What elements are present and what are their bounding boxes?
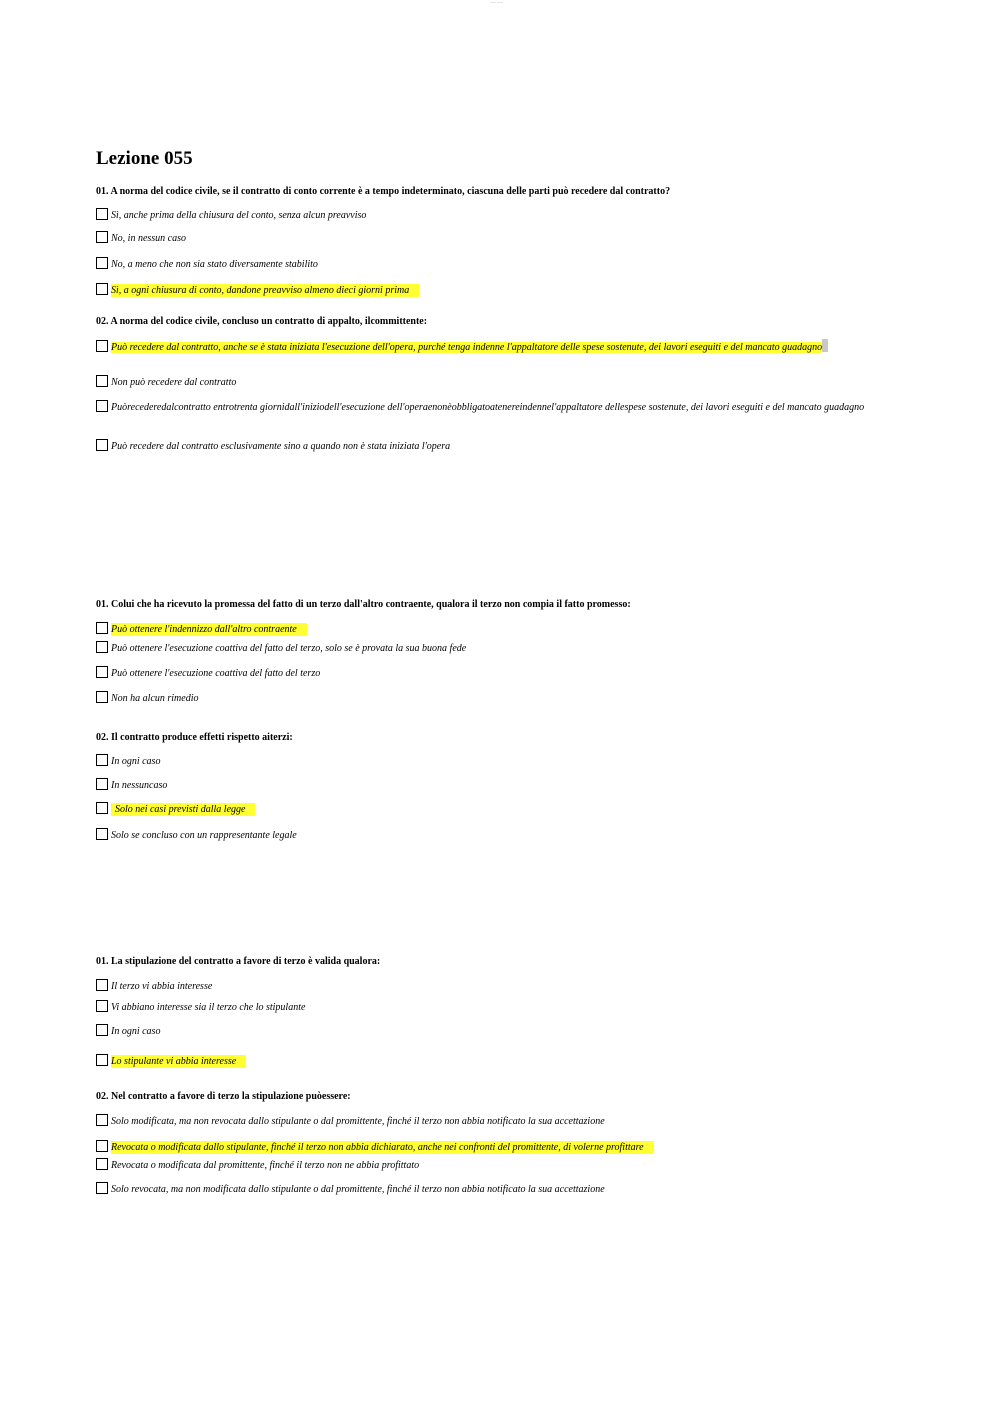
checkbox[interactable] [96,754,108,766]
option-text: In ogni caso [111,756,161,767]
option-1a [96,208,886,223]
option-text: No, a meno che non sia stato diversamente stabilito [111,259,318,270]
checkbox[interactable] [96,1158,108,1170]
checkbox[interactable] [96,622,108,634]
option-3d [96,691,886,706]
option-1c [96,257,886,272]
option-5a [96,979,886,994]
checkbox[interactable] [96,979,108,991]
page-header-mark: —— —— [490,0,503,4]
option-text-highlighted: Revocata o modificata dallo stipulante, finché il terzo non abbia dichiarato, anche nei confronti del promittente, di volerne profittare [111,1141,654,1154]
question-1: 01. A norma del codice civile, se il contratto di conto corrente è a tempo indeterminato, ciascuna delle parti può recedere dal contratto? [96,186,671,197]
question-3: 01. Colui che ha ricevuto la promessa del fatto di un terzo dall'altro contraente, qualora il terzo non compia il fatto promesso: [96,599,631,610]
checkbox[interactable] [96,1182,108,1194]
option-4b [96,778,886,793]
checkbox[interactable] [96,1114,108,1126]
option-5c [96,1024,886,1039]
option-1b [96,231,886,246]
option-5d [96,1054,886,1069]
grey-mark [822,339,828,352]
checkbox[interactable] [96,340,108,352]
option-3b [96,641,886,656]
option-text: Puòrecederedalcontratto entrotrenta giornidall'iniziodell'esecuzione dell'operaenonèobbligatoatenereindennel'appaltatore dellespese sostenute, dei lavori eseguiti e del mancato guadagno [111,402,865,413]
checkbox[interactable] [96,666,108,678]
checkbox[interactable] [96,439,108,451]
checkbox[interactable] [96,691,108,703]
option-text: Può recedere dal contratto esclusivamente sino a quando non è stata iniziata l'opera [111,441,451,452]
checkbox[interactable] [96,828,108,840]
option-6a [96,1114,886,1129]
option-4c [96,802,886,817]
question-6: 02. Nel contratto a favore di terzo la stipulazione puòessere: [96,1091,351,1102]
checkbox[interactable] [96,375,108,387]
option-text-highlighted: Può ottenere l'indennizzo dall'altro contraente [111,623,307,636]
option-2a [96,339,886,355]
option-text: No, in nessun caso [111,233,186,244]
checkbox[interactable] [96,231,108,243]
checkbox[interactable] [96,778,108,790]
option-text-highlighted: Sì, a ogni chiusura di conto, dandone preavviso almeno dieci giorni prima [111,284,419,297]
question-2: 02. A norma del codice civile, concluso un contratto di appalto, ilcommittente: [96,316,428,327]
checkbox[interactable] [96,400,108,412]
option-text: Vi abbiano interesse sia il terzo che lo stipulante [111,1002,306,1013]
option-5b [96,1000,886,1015]
checkbox[interactable] [96,1054,108,1066]
option-text: Solo modificata, ma non revocata dallo stipulante o dal promittente, finché il terzo non abbia notificato la sua accettazione [111,1116,605,1127]
option-1d [96,283,886,298]
option-6d [96,1182,886,1197]
checkbox[interactable] [96,802,108,814]
option-text: In nessuncaso [111,780,168,791]
option-text: In ogni caso [111,1026,161,1037]
checkbox[interactable] [96,1000,108,1012]
option-text: Solo se concluso con un rappresentante legale [111,830,297,841]
option-text: Non ha alcun rimedio [111,693,199,704]
option-text-highlighted: Solo nei casi previsti dalla legge [111,803,255,816]
option-text-highlighted: Lo stipulante vi abbia interesse [111,1055,246,1068]
lesson-title: Lezione 055 [96,148,193,169]
option-3a [96,622,886,637]
option-6b [96,1140,886,1155]
checkbox[interactable] [96,283,108,295]
checkbox[interactable] [96,208,108,220]
option-text: Sì, anche prima della chiusura del conto, senza alcun preavviso [111,210,367,221]
checkbox[interactable] [96,257,108,269]
question-5: 01. La stipulazione del contratto a favore di terzo è valida qualora: [96,956,381,967]
option-2d [96,439,886,454]
option-text: Non può recedere dal contratto [111,377,237,388]
option-text: Solo revocata, ma non modificata dallo stipulante o dal promittente, finché il terzo non abbia notificato la sua accettazione [111,1184,605,1195]
option-3c [96,666,886,681]
option-text: Può ottenere l'esecuzione coattiva del fatto del terzo, solo se è provata la sua buona fede [111,643,467,654]
checkbox[interactable] [96,1024,108,1036]
option-text-highlighted: Può recedere dal contratto, anche se è stata iniziata l'esecuzione dell'opera, purché tenga indenne l'appaltatore delle spese sostenute, dei lavori eseguiti e del mancato guadagno [111,342,823,353]
checkbox[interactable] [96,1140,108,1152]
option-text: Può ottenere l'esecuzione coattiva del fatto del terzo [111,668,321,679]
option-4d [96,828,886,843]
question-4: 02. Il contratto produce effetti rispetto aiterzi: [96,732,293,743]
option-text: Revocata o modificata dal promittente, finché il terzo non ne abbia profittato [111,1160,420,1171]
option-2b [96,375,886,390]
option-6c [96,1158,886,1173]
checkbox[interactable] [96,641,108,653]
option-2c [96,400,886,415]
option-4a [96,754,886,769]
option-text: Il terzo vi abbia interesse [111,981,213,992]
